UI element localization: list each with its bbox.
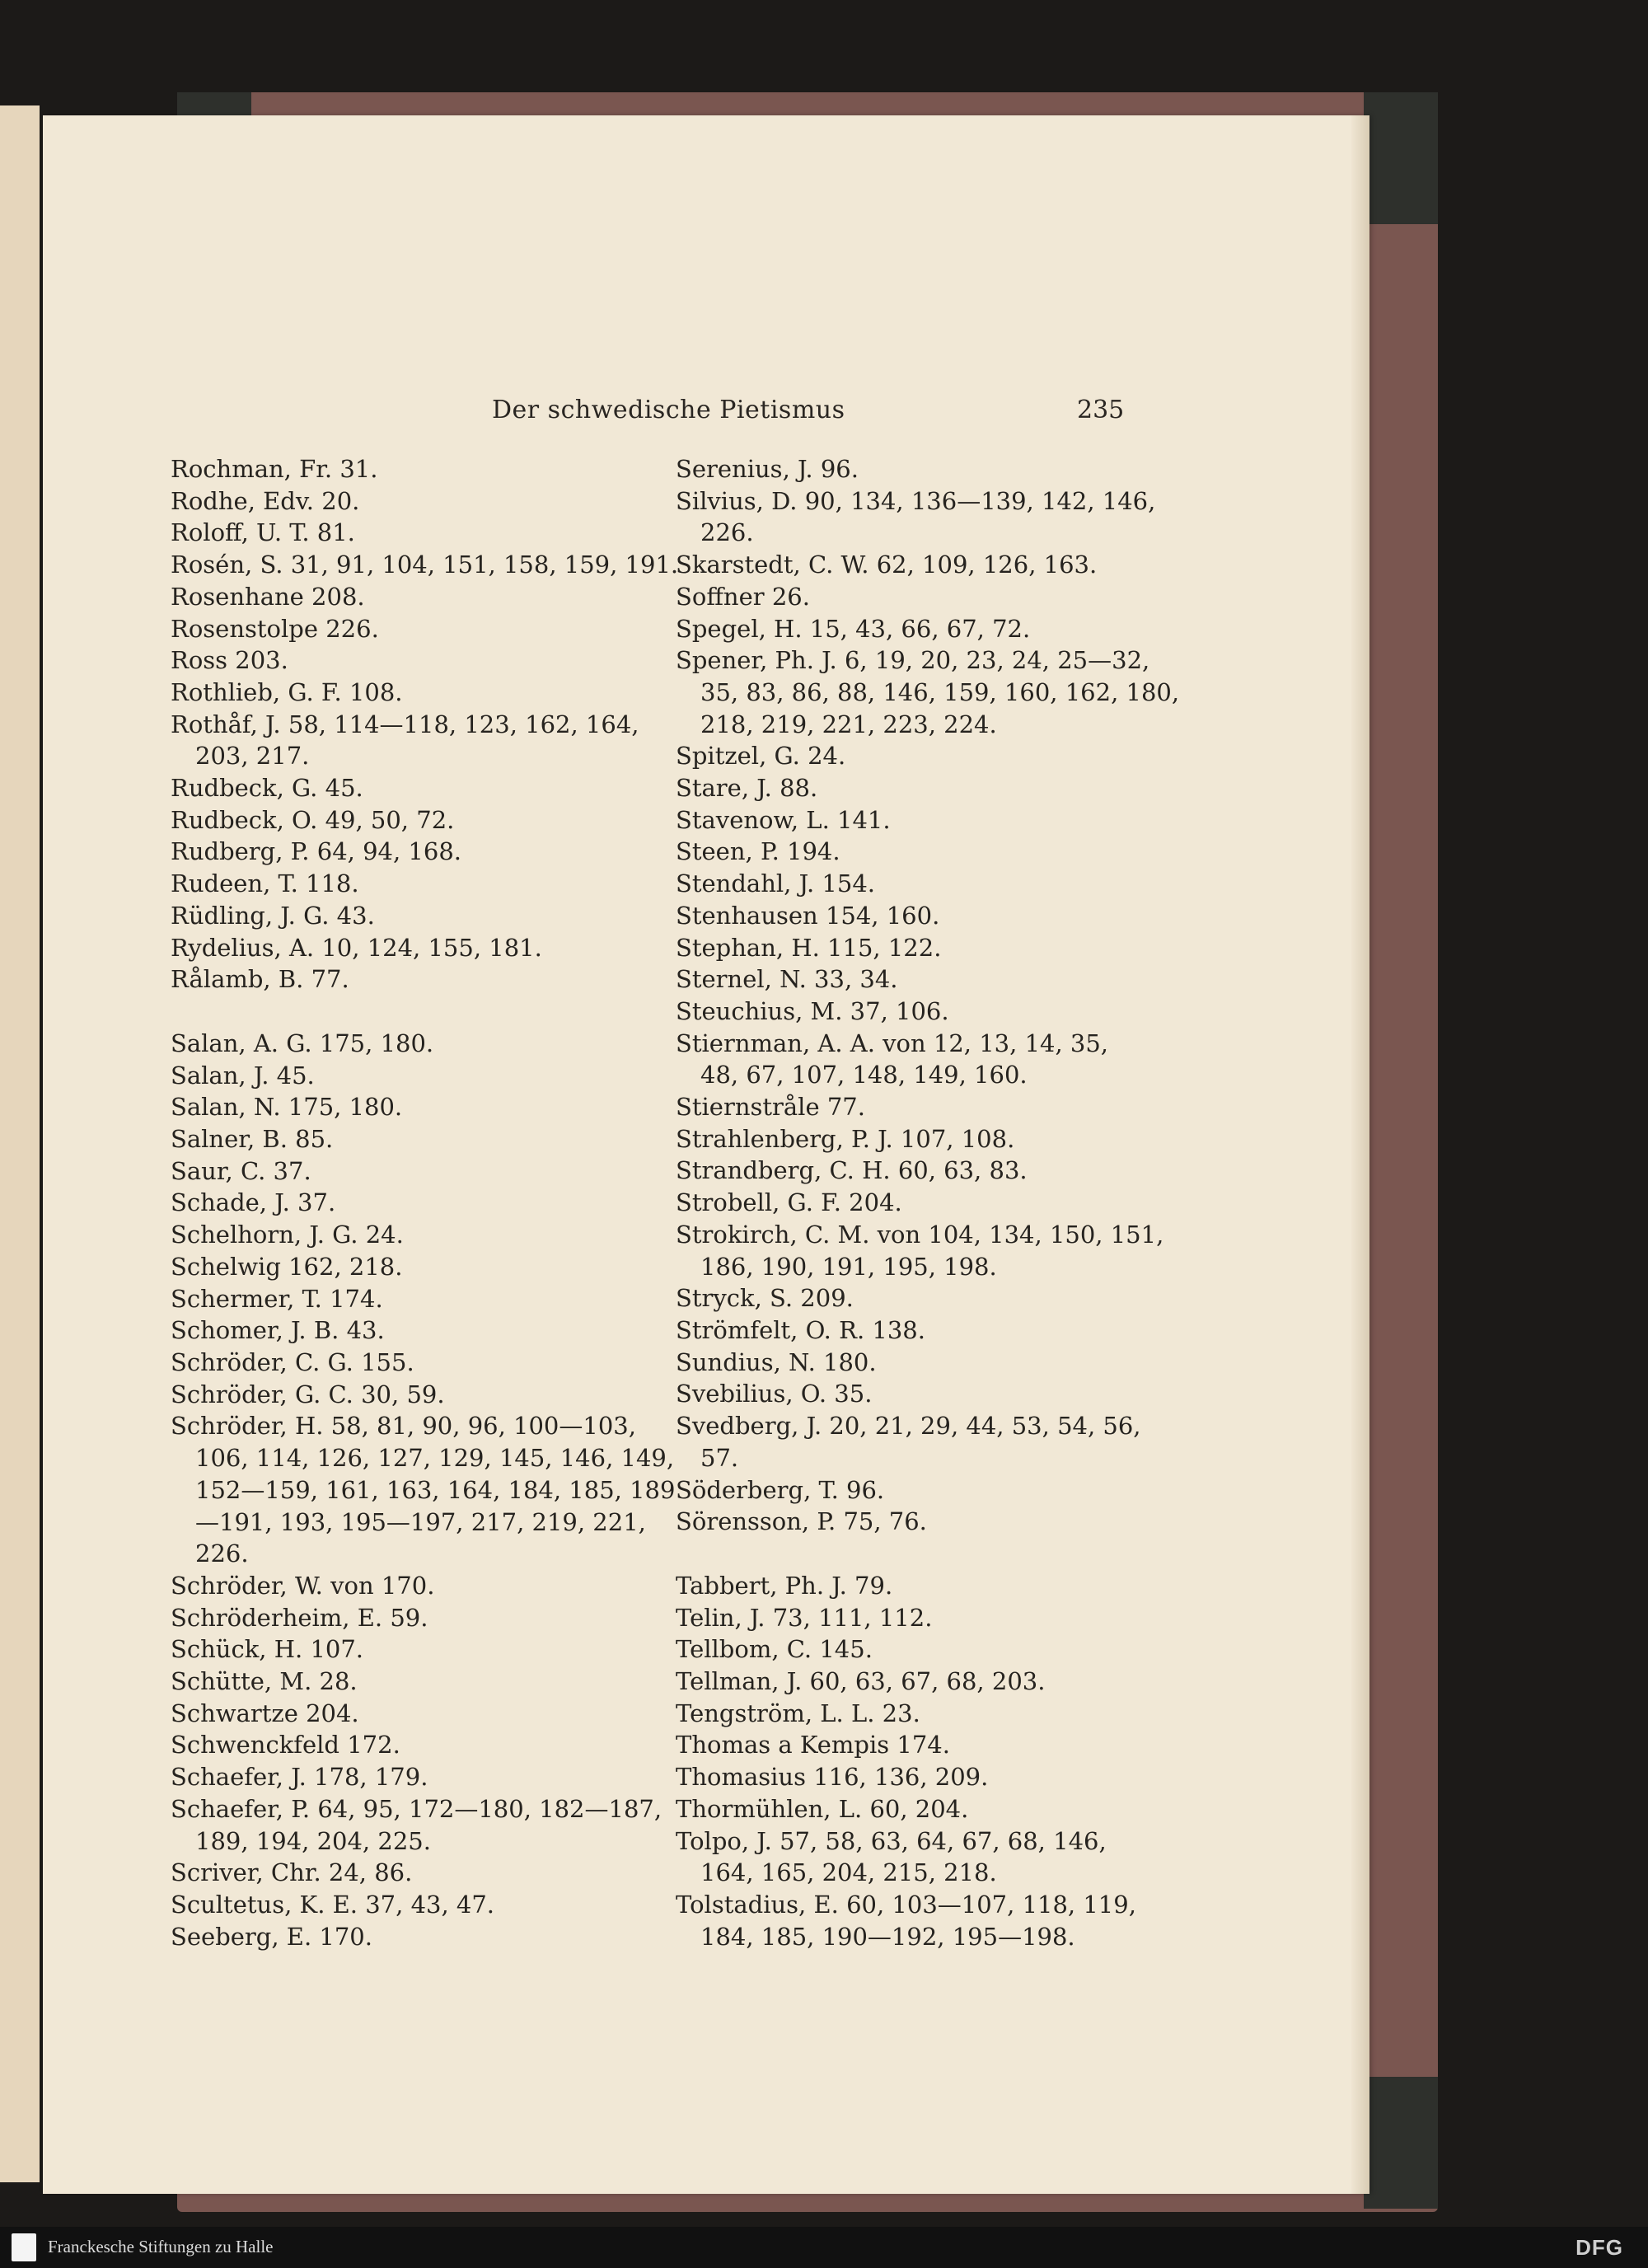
index-entry [171,900,681,932]
index-entry-continuation: 35, 83, 86, 88, 146, 159, 160, 162, 180, [700,677,1180,706]
index-entry-line: Tellman, J. 60, 63, 67, 68, 203. [676,1667,1046,1696]
index-entry [171,1602,681,1634]
index-entry-line: Schaefer, J. 178, 179. [171,1763,428,1792]
index-entry-line: Skarstedt, C. W. 62, 109, 126, 163. [676,551,1098,579]
cover-corner-bottom-right [1364,2077,1438,2209]
index-entry-line: Schermer, T. 174. [171,1284,383,1313]
index-entry-line: Tolstadius, E. 60, 103—107, 118, 119, [676,1890,1136,1919]
index-entry-line: Rudeen, T. 118. [171,869,359,898]
index-entry [676,1666,1187,1698]
index-letter-gap [676,1538,1187,1570]
index-entry [171,772,681,804]
index-entry-line: Salan, A. G. 175, 180. [171,1029,434,1057]
index-entry-line: Rålamb, B. 77. [171,965,349,994]
index-entry [676,740,1187,772]
index-entry [676,1219,1187,1282]
index-entry-line: Stryck, S. 209. [676,1284,854,1313]
index-entry [676,581,1187,613]
index-entry [676,963,1187,996]
index-entry [171,1187,681,1219]
index-entry-line: Schelwig 162, 218. [171,1252,403,1281]
index-entry [676,1314,1187,1347]
index-entry-continuation: 106, 114, 126, 127, 129, 145, 146, 149, [195,1444,675,1473]
index-entry [676,613,1187,645]
index-entry [171,963,681,996]
index-entry [171,836,681,868]
index-entry-line: Svebilius, O. 35. [676,1380,873,1408]
index-entry-line: Roloff, U. T. 81. [171,518,355,547]
index-entry-line: Rosenhane 208. [171,582,365,611]
index-entry-line: Thormühlen, L. 60, 204. [676,1794,969,1823]
index-entry-line: Rydelius, A. 10, 124, 155, 181. [171,933,542,962]
index-entry [171,485,681,518]
index-entry-line: Seeberg, E. 170. [171,1922,372,1951]
index-entry [676,1633,1187,1666]
index-column-right [676,453,1187,1952]
index-entry-line: Rodhe, Edv. 20. [171,486,360,515]
index-entry [171,1729,681,1761]
viewer-footer [0,2227,1648,2268]
index-entry-line: Steen, P. 194. [676,837,840,866]
index-entry [171,1666,681,1698]
index-entry [676,1761,1187,1793]
index-entry-line: Sörensson, P. 75, 76. [676,1507,927,1536]
index-entry [171,1410,681,1570]
index-entry-line: Tolpo, J. 57, 58, 63, 64, 67, 68, 146, [676,1826,1107,1855]
index-entry-line: Schröder, W. von 170. [171,1571,435,1600]
index-entry-line: Rosenstolpe 226. [171,614,379,643]
index-entry-line: Rothåf, J. 58, 114—118, 123, 162, 164, [171,710,639,738]
index-entry [676,804,1187,836]
running-header [43,396,1369,429]
index-entry [171,1570,681,1602]
index-entry-line: Strokirch, C. M. von 104, 134, 150, 151, [676,1220,1164,1249]
index-entry [676,1347,1187,1379]
index-entry-line: Rochman, Fr. 31. [171,455,378,483]
index-entry-line: Scultetus, K. E. 37, 43, 47. [171,1890,495,1919]
index-entry [171,1347,681,1379]
index-entry-line: Salner, B. 85. [171,1125,334,1154]
running-title: Der schwedische Pietismus [492,396,845,424]
index-entry-line: Stephan, H. 115, 122. [676,933,942,962]
index-entry [676,1123,1187,1155]
index-entry-line: Rothlieb, G. F. 108. [171,677,403,706]
index-entry-continuation: 164, 165, 204, 215, 218. [700,1858,997,1887]
index-entry-continuation: 152—159, 161, 163, 164, 184, 185, 189 [195,1475,676,1504]
index-entry-line: Strömfelt, O. R. 138. [676,1315,925,1344]
index-entry [171,1698,681,1730]
index-entry-line: Ross 203. [171,646,288,675]
index-entry [171,1793,681,1857]
index-entry [171,932,681,964]
index-entry-line: Spegel, H. 15, 43, 66, 67, 72. [676,614,1031,643]
index-entry [676,1282,1187,1314]
index-entry-continuation: 203, 217. [195,742,310,771]
index-entry [171,1251,681,1283]
index-entry [171,581,681,613]
index-column-left [171,453,681,1952]
index-entry-line: Saur, C. 37. [171,1156,311,1185]
index-entry-continuation: 57. [700,1443,739,1472]
index-entry [676,1187,1187,1219]
index-entry [171,517,681,549]
index-entry-line: Tabbert, Ph. J. 79. [676,1571,893,1600]
index-entry-line: Schade, J. 37. [171,1188,336,1217]
index-entry-line: Thomasius 116, 136, 209. [676,1763,989,1792]
index-entry [171,613,681,645]
index-entry [171,1857,681,1889]
index-entry [676,485,1187,549]
index-entry-line: Tengström, L. L. 23. [676,1699,920,1727]
index-entry [676,453,1187,485]
page-fore-edge [1351,115,1369,2194]
index-entry [676,1793,1187,1825]
index-entry [171,1761,681,1793]
index-entry-line: Rudbeck, O. 49, 50, 72. [171,805,455,834]
index-entry-line: Schomer, J. B. 43. [171,1316,385,1345]
index-entry-line: Strandberg, C. H. 60, 63, 83. [676,1156,1028,1185]
index-entry-line: Rüdling, J. G. 43. [171,901,375,930]
index-entry [171,1155,681,1188]
index-entry-line: Schelhorn, J. G. 24. [171,1221,404,1249]
index-entry-continuation: 226. [195,1539,249,1568]
index-entry [676,1729,1187,1761]
index-entry-line: Serenius, J. 96. [676,455,859,483]
index-entry-line: Schaefer, P. 64, 95, 172—180, 182—187, [171,1794,662,1823]
index-entry [171,1379,681,1411]
index-entry [171,549,681,581]
index-entry [676,1474,1187,1507]
index-entry-line: Schütte, M. 28. [171,1667,358,1696]
index-entry-line: Salan, J. 45. [171,1061,315,1089]
index-entry [171,644,681,677]
index-entry-line: Strobell, G. F. 204. [676,1188,902,1217]
index-entry-line: Schröder, G. C. 30, 59. [171,1380,445,1408]
index-entry-line: Schröder, C. G. 155. [171,1347,414,1376]
index-entry [171,453,681,485]
institution-name: Franckesche Stiftungen zu Halle [48,2237,274,2256]
index-entry [676,1602,1187,1634]
index-entry [676,996,1187,1028]
index-entry [171,1283,681,1315]
index-entry [171,868,681,900]
index-entry-line: Schröder, H. 58, 81, 90, 96, 100—103, [171,1412,636,1441]
left-page-edge [0,105,40,2182]
index-letter-gap [171,996,681,1028]
index-entry-line: Telin, J. 73, 111, 112. [676,1603,933,1632]
book-page [43,115,1369,2194]
index-entry [171,677,681,709]
index-entry [676,1698,1187,1730]
index-entry-continuation: 218, 219, 221, 223, 224. [700,710,997,738]
index-entry-line: Schück, H. 107. [171,1635,364,1664]
index-entry [171,1314,681,1347]
index-entry [171,1889,681,1921]
index-entry-line: Strahlenberg, P. J. 107, 108. [676,1124,1015,1153]
index-entry [676,1889,1187,1952]
index-entry [676,772,1187,804]
index-entry-line: Spener, Ph. J. 6, 19, 20, 23, 24, 25—32, [676,646,1150,675]
index-entry-line: Stenhausen 154, 160. [676,901,940,930]
index-entry-line: Söderberg, T. 96. [676,1475,885,1504]
cover-corner-top-right [1364,92,1438,224]
index-entry [676,1410,1187,1474]
index-entry [171,1921,681,1953]
index-entry-line: Spitzel, G. 24. [676,742,846,771]
index-entry-line: Schwenckfeld 172. [171,1731,400,1760]
index-entry-line: Stiernman, A. A. von 12, 13, 14, 35, [676,1029,1109,1057]
institution-logo-icon [12,2233,36,2261]
index-entry [676,1028,1187,1091]
index-entry-line: Salan, N. 175, 180. [171,1093,403,1122]
index-entry [171,1123,681,1155]
index-entry-line: Rudbeck, G. 45. [171,774,363,803]
index-entry [676,1091,1187,1123]
index-entry-line: Steuchius, M. 37, 106. [676,996,949,1025]
index-entry [676,836,1187,868]
index-entry [171,1060,681,1092]
index-entry-continuation: 189, 194, 204, 225. [195,1826,431,1855]
index-entry [676,549,1187,581]
index-entry-continuation: 186, 190, 191, 195, 198. [700,1252,997,1281]
index-entry-line: Thomas a Kempis 174. [676,1731,950,1760]
index-entry [171,1219,681,1251]
index-entry-continuation: 226. [700,518,754,547]
index-entry [171,1633,681,1666]
index-entry [676,900,1187,932]
index-entry [676,1570,1187,1602]
index-entry-line: Schwartze 204. [171,1699,359,1727]
index-entry-line: Stare, J. 88. [676,774,818,803]
index-entry-line: Svedberg, J. 20, 21, 29, 44, 53, 54, 56, [676,1412,1141,1441]
index-entry [676,1155,1187,1187]
index-entry-line: Schröderheim, E. 59. [171,1603,428,1632]
index-entry-line: Soffner 26. [676,582,810,611]
index-entry [676,1825,1187,1889]
index-entry [171,1028,681,1060]
index-entry-line: Sternel, N. 33, 34. [676,965,898,994]
index-entry [676,1378,1187,1410]
index-entry [676,1506,1187,1538]
index-entry-line: Stavenow, L. 141. [676,805,891,834]
index-entry-line: Stendahl, J. 154. [676,869,875,898]
page-number: 235 [1077,396,1125,424]
index-entry-line: Rudberg, P. 64, 94, 168. [171,837,461,866]
index-entry-continuation: —191, 193, 195—197, 217, 219, 221, [195,1507,646,1536]
index-entry-line: Rosén, S. 31, 91, 104, 151, 158, 159, 191. [171,551,679,579]
index-entry [171,1091,681,1123]
index-entry-line: Scriver, Chr. 24, 86. [171,1858,413,1887]
index-entry [171,709,681,772]
index-entry-line: Silvius, D. 90, 134, 136—139, 142, 146, [676,486,1156,515]
index-entry-continuation: 48, 67, 107, 148, 149, 160. [700,1061,1028,1089]
index-entry-line: Sundius, N. 180. [676,1347,877,1376]
dfg-badge: DFG [1575,2235,1623,2260]
index-entry-continuation: 184, 185, 190—192, 195—198. [700,1922,1075,1951]
index-entry [171,804,681,836]
index-entry [676,868,1187,900]
index-entry [676,932,1187,964]
index-entry-line: Tellbom, C. 145. [676,1635,873,1664]
index-entry [676,644,1187,740]
index-entry-line: Stiernstråle 77. [676,1093,865,1122]
